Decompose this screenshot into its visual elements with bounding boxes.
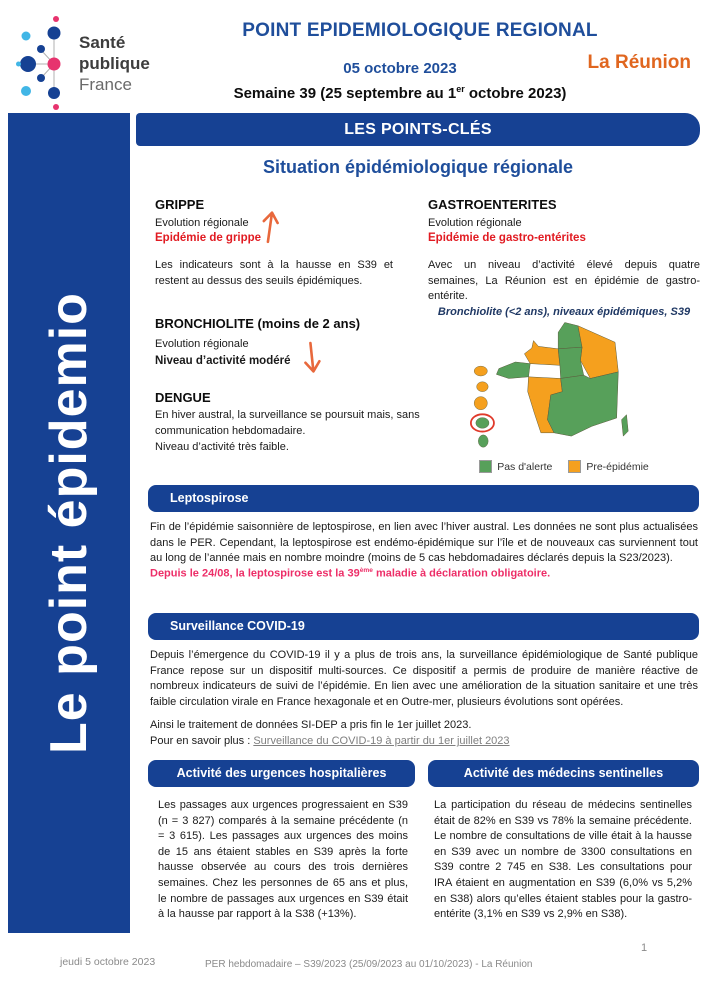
leptospirose-alert	[150, 566, 698, 582]
bronchiolite-status: Niveau d’activité modéré	[155, 355, 291, 367]
dengue-line2: Niveau d’activité très faible.	[155, 441, 289, 453]
dengue-heading: DENGUE	[155, 390, 211, 405]
logo-line2: publique	[79, 54, 150, 73]
page-number: 1	[641, 942, 648, 954]
sante-publique-france-logo-icon	[16, 12, 76, 114]
week-part2: octobre 2023)	[464, 85, 567, 102]
week-subtitle	[100, 84, 700, 102]
grippe-status: Epidémie de grippe	[155, 232, 262, 244]
week-superscript: er	[456, 84, 465, 94]
covid-paragraph: Depuis l’émergence du COVID-19 il y a plus de trois ans, la surveillance épidémiologique de Santé publique France repose sur un dispositif multi-sources. Ce dispositif a permis de produire de manière réactive de nombreux indicateurs de suivi de l’épidémie. En lien avec une amélioration de la situation sanitaire et une très faible circulation virale en France hexagonale et en Outre-mer, plusieurs évolutions sont opérées.	[150, 649, 698, 708]
sidebar-vertical-title: Le point épidemio	[40, 292, 98, 754]
leptospirose-section-bar: Leptospirose	[148, 485, 699, 512]
covid-section-bar: Surveillance COVID-19	[148, 613, 699, 640]
footer-date: jeudi 5 octobre 2023	[60, 956, 156, 968]
footer-reference: PER hebdomadaire – S39/2023 (25/09/2023 au 01/10/2023) - La Réunion	[205, 959, 533, 970]
legend-swatch-green	[479, 460, 492, 473]
map-legend	[428, 460, 700, 473]
sidebar-band	[8, 113, 130, 933]
covid-link-label: Pour en savoir plus :	[150, 735, 254, 747]
gastro-evolution-label: Evolution régionale	[428, 217, 522, 229]
trend-down-arrow-icon	[300, 341, 324, 380]
trend-up-arrow-icon	[258, 209, 282, 250]
leptospirose-paragraph: Fin de l’épidémie saisonnière de leptospirose, en lien avec l’hiver austral. Les données ne sont plus actualisées dans le PER. Cependant, la leptospirose est endémo-épidémique sur l’île et de nouveaux cas surviennent tout au long de l’année mais en nombre moindre (moins de 5 cas hebdomadaires déclarés depuis la S23/2023).	[150, 521, 698, 565]
alert-superscript: ème	[359, 567, 373, 574]
urgences-section-bar: Activité des urgences hospitalières	[148, 760, 415, 787]
week-part1: Semaine 39 (25 septembre au 1	[233, 85, 457, 102]
covid-link-line	[150, 734, 698, 750]
key-points-banner: LES POINTS-CLÉS	[136, 113, 700, 146]
legend-item-pre-epidemie	[568, 460, 648, 473]
legend-label: Pre-épidémie	[586, 460, 649, 473]
dengue-line1: En hiver austral, la surveillance se poursuit mais, sans communication hebdomadaire.	[155, 409, 420, 437]
alert-part2: maladie à déclaration obligatoire.	[372, 567, 551, 580]
logo-line1: Santé	[79, 33, 126, 52]
alert-part1: Depuis le 24/08, la leptospirose est la 39	[150, 567, 360, 580]
sentinelles-paragraph: La participation du réseau de médecins sentinelles était de 82% en S39 vs 78% la semaine précédente. Le nombre de consultations de ville était à la hausse en S39 avec un nombre de 3300 consultations en S39 contre 2 745 en S38. Les consultations pour IRA étaient en augmentation en S39 (6,0% vs 5,2% en S38) alors qu’elles étaient stables pour la gastro-entérite (3,1% en S39 vs 2,9% en S38).	[434, 799, 692, 921]
map-title: Bronchiolite (<2 ans), niveaux épidémiques, S39	[437, 306, 691, 318]
legend-label: Pas d'alerte	[497, 460, 553, 473]
grippe-heading: GRIPPE	[155, 197, 205, 212]
legend-swatch-orange	[568, 460, 581, 473]
grippe-evolution-label: Evolution régionale	[155, 217, 249, 229]
france-bronchiolite-map	[452, 320, 652, 465]
gastro-heading: GASTROENTERITES	[428, 197, 557, 212]
covid-sidep-line: Ainsi le traitement de données SI-DEP a pris fin le 1er juillet 2023.	[150, 719, 472, 731]
gastro-status: Epidémie de gastro-entérites	[428, 232, 586, 244]
bronchiolite-evolution-label: Evolution régionale	[155, 338, 249, 350]
bronchiolite-heading: BRONCHIOLITE (moins de 2 ans)	[155, 316, 361, 331]
grippe-paragraph: Les indicateurs sont à la hausse en S39 et restent au dessus des seuils épidémiques.	[155, 259, 393, 287]
situation-subtitle: Situation épidémiologique régionale	[262, 157, 574, 177]
logo-line3: France	[79, 75, 132, 94]
covid-surveillance-link[interactable]: Surveillance du COVID-19 à partir du 1er juillet 2023	[253, 735, 510, 747]
region-name: La Réunion	[587, 52, 691, 73]
urgences-paragraph: Les passages aux urgences progressaient en S39 (n = 3 827) comparés à la semaine précédente (n = 3 615). Les passages aux urgences des moins de 15 ans étaient stables en S39 après la forte hausse observée au cours des trois dernières semaines. Chez les personnes de 65 ans et plus, le nombre de passages aux urgences en S39 était à la hausse par rapport à la S38 (+13%).	[158, 799, 408, 921]
publication-date: 05 octobre 2023	[343, 60, 457, 77]
gastro-paragraph: Avec un niveau d’activité élevé depuis quatre semaines, La Réunion est en épidémie de gastro-entérite.	[428, 259, 700, 303]
legend-item-pas-dalerte	[479, 460, 552, 473]
sentinelles-section-bar: Activité des médecins sentinelles	[428, 760, 699, 787]
page-title: POINT EPIDEMIOLOGIQUE REGIONAL	[242, 20, 598, 41]
